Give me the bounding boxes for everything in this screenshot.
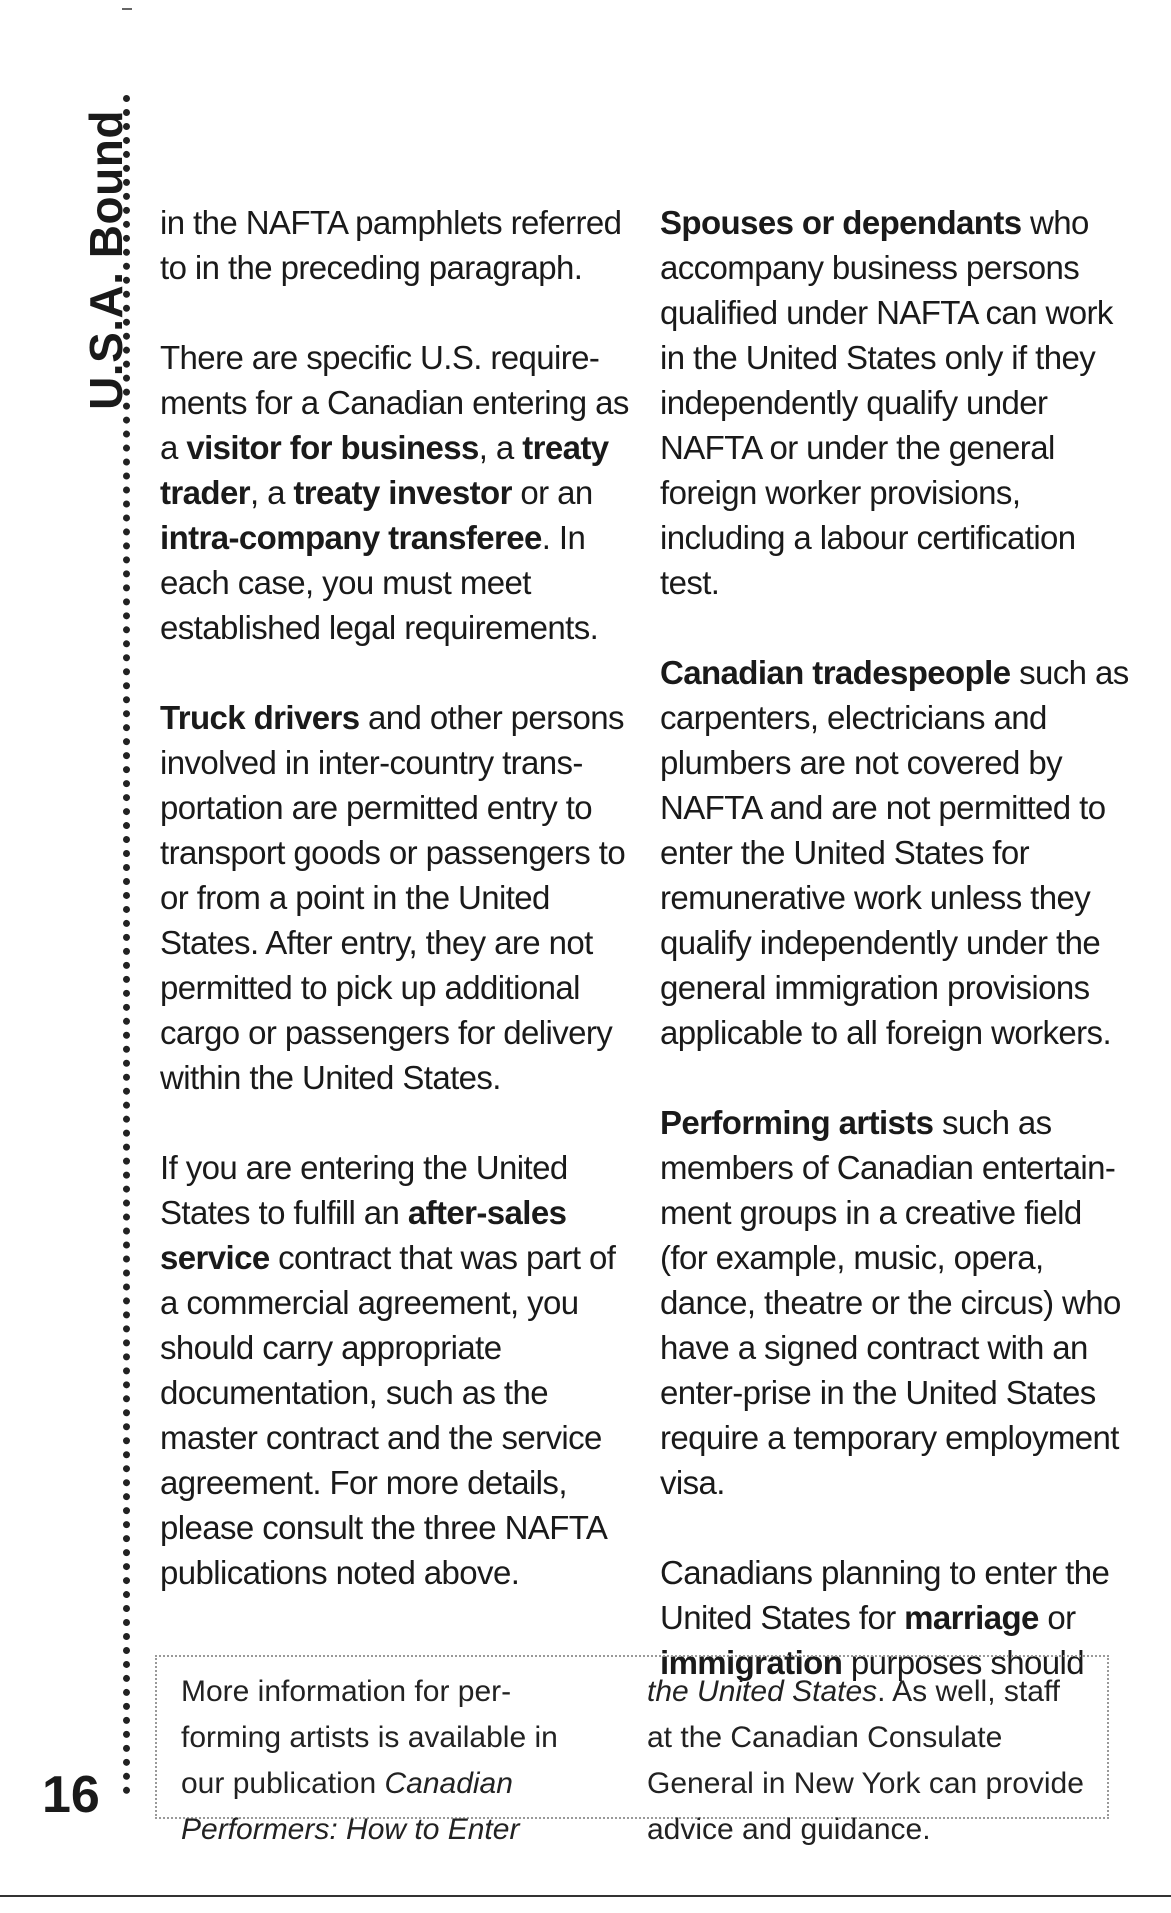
dotted-margin-rule xyxy=(123,95,130,1795)
term-after-sales-service: after-sales service xyxy=(160,1194,567,1276)
page-number: 16 xyxy=(42,1766,100,1824)
paragraph-marriage-immigration: Canadians planning to enter the United States for marriage or immigration purposes should xyxy=(660,1554,1110,1681)
term-treaty-trader: treaty trader xyxy=(160,429,609,511)
term-canadian-tradespeople: Canadian tradespeople xyxy=(660,654,1011,691)
paragraph-truck-drivers: Truck drivers and other persons involved in inter-country trans-portation are permitted entry to transport goods or passengers to or from a point in the United States. After entry, they are not permitted to pick up additional cargo or passengers for delivery within the United States. xyxy=(160,699,626,1096)
top-tick-mark xyxy=(122,8,132,10)
info-note-box xyxy=(155,1655,1109,1846)
paragraph-spouses: Spouses or dependants who accompany business persons qualified under NAFTA can work in the United States only if they independently qualify under NAFTA or under the general foreign worker provisions, including a labour certification test. xyxy=(660,204,1113,601)
right-column xyxy=(660,200,1130,1730)
bottom-rule xyxy=(0,1895,1171,1897)
paragraph-tradespeople: Canadian tradespeople such as carpenters, electricians and plumbers are not covered by NAFTA and are not permitted to enter the United States for remunerative work unless they qualify independently under the general immigration provisions applicable to all foreign workers. xyxy=(660,654,1129,1051)
running-header-text: U.S.A. Bound xyxy=(80,110,132,410)
term-spouses-or-dependants: Spouses or dependants xyxy=(660,204,1022,241)
paragraph-specific-requirements: There are specific U.S. require-ments for a Canadian entering as a visitor for business, a treaty trader, a treaty investor or an intra-company transferee. In each case, you must meet established legal requirements. xyxy=(160,339,629,646)
paragraph-performing-artists: Performing artists such as members of Canadian entertain-ment groups in a creative field (for example, music, opera, dance, theatre or the circus) who have a signed contract with an enter-prise in the United States require a temporary employment visa. xyxy=(660,1104,1121,1501)
term-performing-artists: Performing artists xyxy=(660,1104,934,1141)
running-header xyxy=(56,100,156,420)
paragraph-after-sales: If you are entering the United States to fulfill an after-sales service contract that was part of a commercial agreement, you should carry appropriate documentation, such as the master contract and the service agreement. For more details, please consult the three NAFTA publications noted above. xyxy=(160,1149,616,1591)
publication-title: Canadian Performers: How to Enter xyxy=(181,1767,520,1846)
term-intra-company-transferee: intra-company transferee xyxy=(160,519,542,556)
note-left-column: More information for per-forming artists is available in our publication Canadian Performers: How to Enter xyxy=(181,1675,558,1846)
left-column xyxy=(160,200,630,1640)
paragraph-nafta-pamphlets: in the NAFTA pamphlets referred to in the preceding paragraph. xyxy=(160,204,622,286)
term-marriage: marriage xyxy=(904,1599,1039,1636)
term-treaty-investor: treaty investor xyxy=(293,474,512,511)
term-visitor-for-business: visitor for business xyxy=(186,429,479,466)
note-right-column: the United States. As well, staff at the Canadian Consulate General in New York can provide advice and guidance. xyxy=(647,1675,1084,1846)
term-truck-drivers: Truck drivers xyxy=(160,699,360,736)
publication-title-continued: the United States xyxy=(647,1675,878,1708)
term-immigration: immigration xyxy=(660,1644,843,1681)
